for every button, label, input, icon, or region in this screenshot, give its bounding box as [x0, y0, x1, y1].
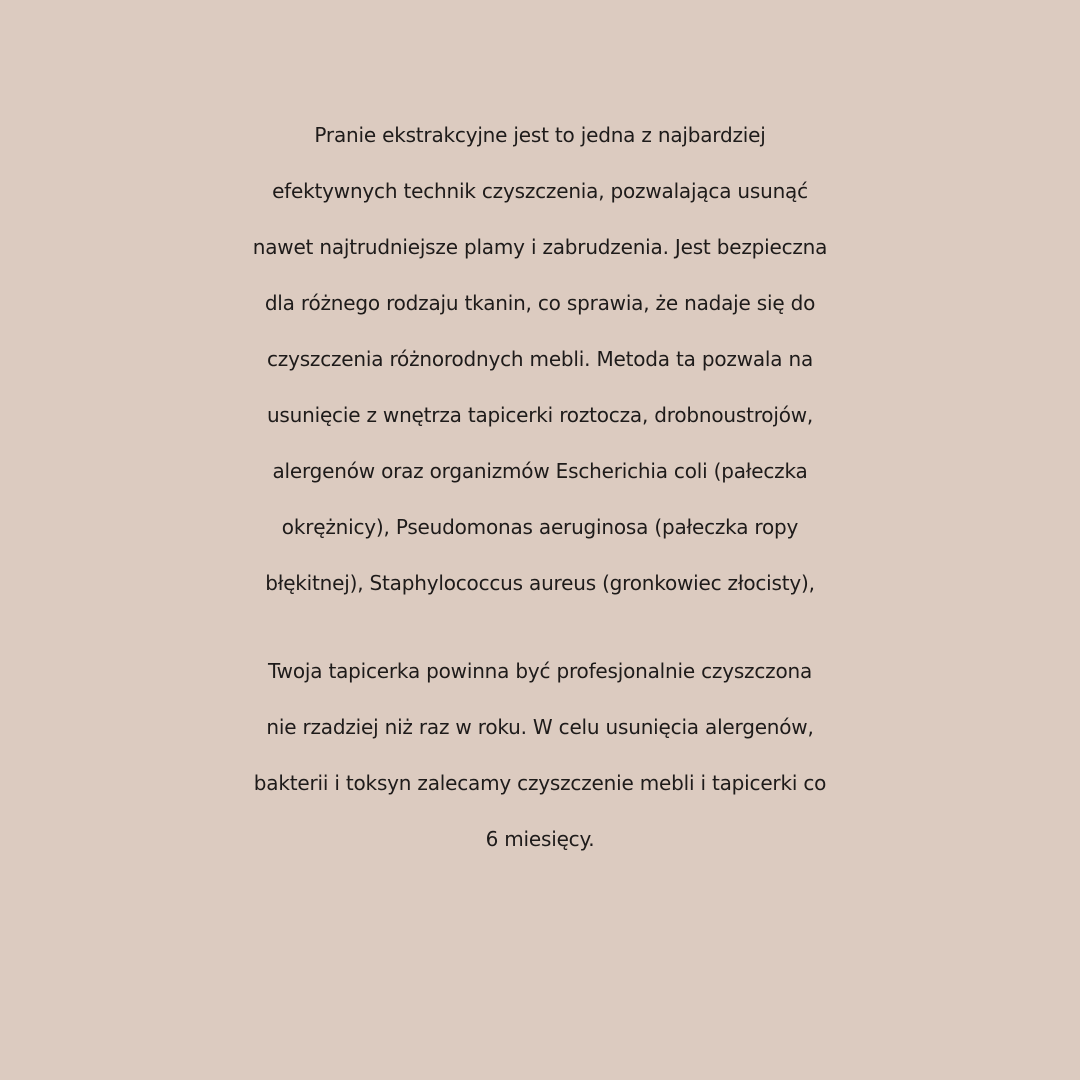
paragraph-cleaning-frequency [0, 643, 1080, 867]
text-line: Pranie ekstrakcyjne jest to jedna z najbardziej [314, 123, 766, 147]
text-line: usunięcie z wnętrza tapicerki roztocza, drobnoustrojów, [266, 403, 814, 427]
text-line: błękitnej), Staphylococcus aureus (gronkowiec złocisty), [265, 571, 815, 595]
text-line: Twoja tapicerka powinna być profesjonalnie czyszczona [267, 659, 813, 683]
text-line: alergenów oraz organizmów Escherichia coli (pałeczka [272, 459, 808, 483]
text-line: nawet najtrudniejsze plamy i zabrudzenia. Jest bezpieczna [252, 235, 828, 259]
text-line: okrężnicy), Pseudomonas aeruginosa (pałeczka ropy [281, 515, 799, 539]
paragraph-extraction-cleaning [0, 107, 1080, 611]
text-line: efektywnych technik czyszczenia, pozwalająca usunąć [272, 179, 808, 203]
text-line: dla różnego rodzaju tkanin, co sprawia, że nadaje się do [264, 291, 816, 315]
text-line: nie rzadziej niż raz w roku. W celu usunięcia alergenów, [266, 715, 814, 739]
text-line: bakterii i toksyn zalecamy czyszczenie mebli i tapicerki co [253, 771, 827, 795]
text-line: 6 miesięcy. [485, 827, 595, 851]
text-line: czyszczenia różnorodnych mebli. Metoda ta pozwala na [266, 347, 814, 371]
